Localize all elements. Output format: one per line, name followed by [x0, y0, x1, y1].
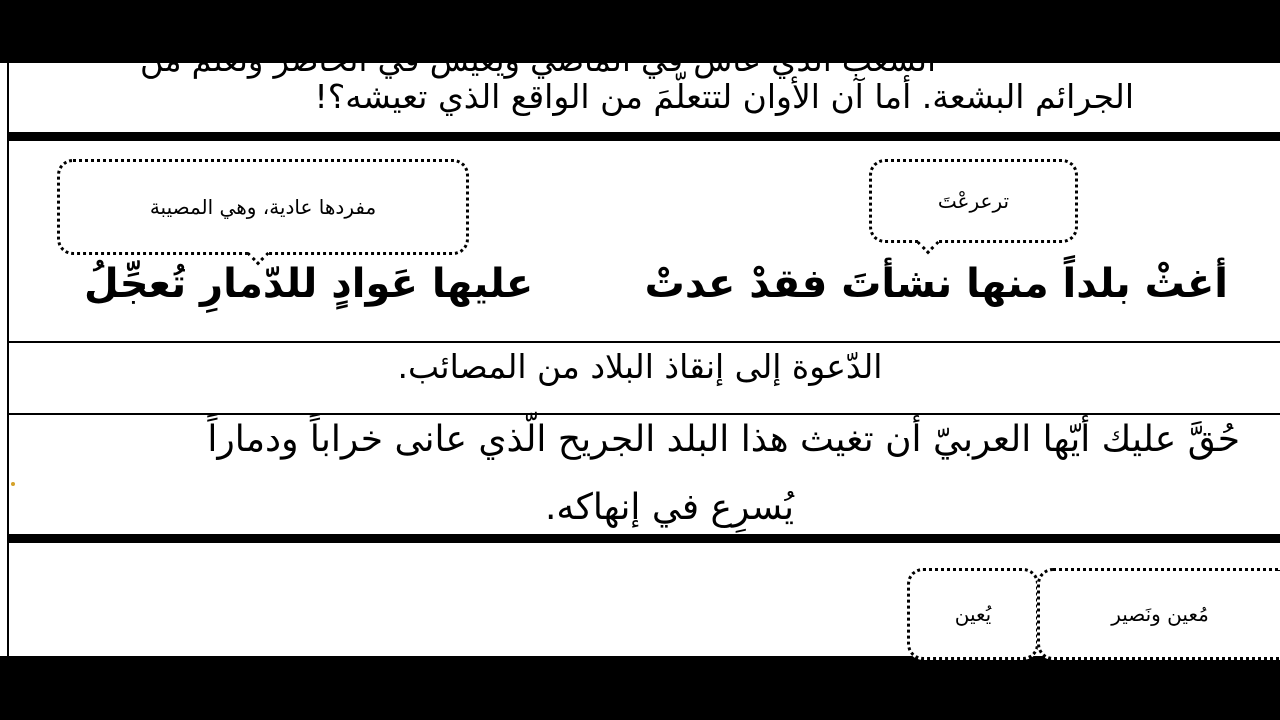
verse-second-hemistich: عليها عَوادٍ للدّمارِ تُعجِّلُ [84, 261, 534, 307]
verse-theme: الدّعوة إلى إنقاذ البلاد من المصائب. [397, 347, 883, 386]
gloss-box-yuin [907, 568, 1039, 660]
gloss-box-muin [1037, 568, 1280, 660]
section-divider-thin [9, 341, 1280, 343]
gloss-box-awad [57, 159, 469, 255]
worksheet-page [0, 41, 1280, 656]
section-divider-thick [9, 132, 1280, 141]
gloss-nashaat-text: ترعرعْتَ [937, 189, 1010, 213]
gloss-awad-text: مفردها عادية، وهي المصيبة [149, 195, 377, 219]
explanation-line-2: يُسرِع في إنهاكه. [544, 487, 794, 528]
partial-top-text-line: الشعب الذي عاش في الماضي ويعيش في الحاضر وتعلم من [140, 41, 936, 79]
section-divider-thin [9, 413, 1280, 415]
text-line-crimes: الجرائم البشعة. أما آن الأوان لتتعلّمَ من الواقع الذي تعيشه؟! [314, 77, 1134, 116]
gloss-box-nashaat [869, 159, 1078, 243]
gloss-yuin-text: يُعين [954, 602, 992, 626]
section-divider-thick [9, 534, 1280, 543]
verse-first-hemistich: أغثْ بلداً منها نشأتَ فقدْ عدتْ [644, 261, 1228, 307]
stray-dot-mark [11, 482, 15, 486]
gloss-muin-text: مُعين ونَصير [1111, 602, 1209, 626]
explanation-line-1: حُقَّ عليك أيّها العربيّ أن تغيث هذا البلد الجريح الّذي عانى خراباً ودماراً [207, 419, 1240, 460]
